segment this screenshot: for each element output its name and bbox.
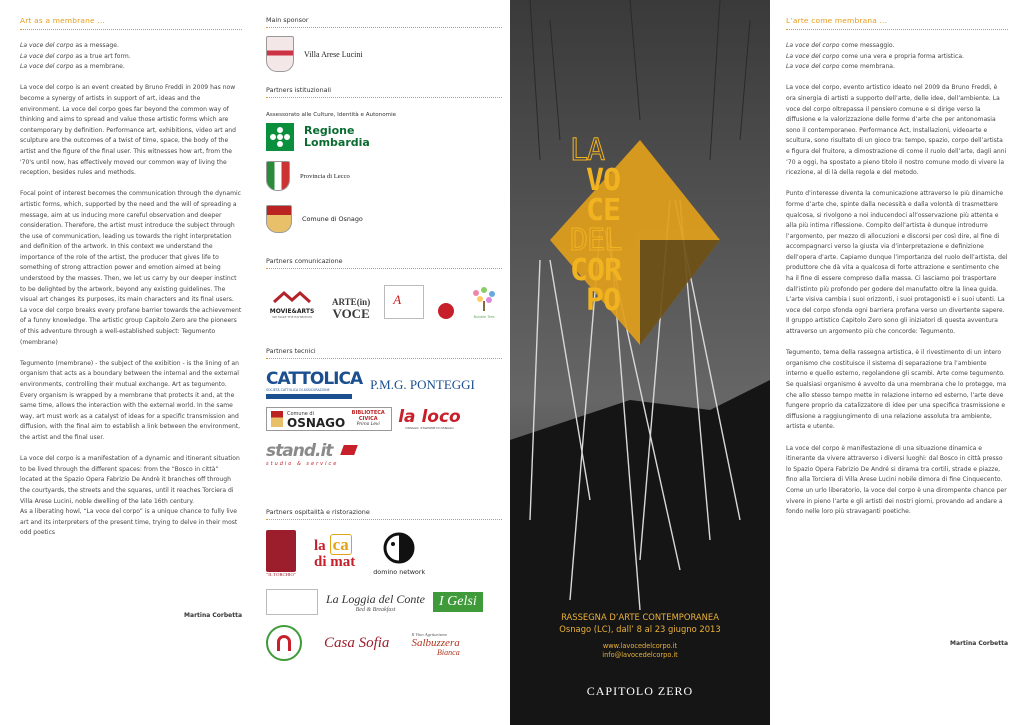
english-body: [20, 41, 242, 539]
regione-label: Regione: [304, 124, 355, 137]
english-paragraph-5: As a liberating howl, “La voce del corpo” is a unique chance to fully live art and its interpreters of the present time, trying to delve in their most odd poetics: [20, 508, 238, 537]
hospitality-partners-section: [266, 508, 502, 661]
loggia-del-conte-logo: La Loggia del Conte Bed & Breakfast: [326, 591, 426, 613]
i-gelsi-logo: I Gelsi: [433, 592, 483, 612]
movie-arts-wave-icon: [272, 290, 312, 304]
lecco-crest-icon: [266, 161, 290, 191]
english-paragraph-4: La voce del corpo is a manifestation of a dynamic and itinerant situation to be lived through the different spaces: from the “Bosco in città” located at the Spazio Opera Fabrizio De Andrè it branches off through the courtyards, the streets and the squares, until it reaches Torciera di Villa Arese Lucini, noble dwelling of the late 16th century.: [20, 455, 240, 505]
italian-text-column: [770, 0, 1024, 725]
italian-paragraph-4: La voce del corpo è manifestazione di una situazione dinamica e itinerante da vivere attraverso i diversi luoghi: dal Bosco in città presso lo Spazio Opera Fabrizio De André si dirama tra cortili, strade e piazze, fino alla Torciera di Villa Arese Lucini nobile dimora di fine Cinquecento.: [786, 444, 1003, 484]
italian-paragraph-1: La voce del corpo, evento artistico ideato nel 2009 da Bruno Freddi, è ora sinergia di artisti a supporto dell’arte, delle idee, dell’ambiente. La voce del corpo oltrepassa il pensiero comune e si dirige verso la diffusione e la valorizzazione delle forme d’arte che per antonomasia sono il contemporaneo. Performance Act, Installazioni, videoarte e scultura, sono risultato di un gioco tra: tempo, spazio, corpo dell’artista e figura del fruitore, a dimostrazione di come il ruolo dell’arte, dagli anni ’70 a oggi, ha spostato a pieno titolo il nostro comune modo di vivere la ricezione, al di là della regola e del metodo.: [786, 84, 1007, 177]
sponsors-column: [256, 0, 510, 725]
italian-section-title: L’arte come membrana ...: [786, 16, 1008, 30]
institutional-partners-title: Partners istituzionali: [266, 86, 502, 98]
institutional-partners-section: [266, 86, 502, 233]
villa-arese-lucini-label: Villa Arese Lucini: [304, 49, 363, 59]
website-link[interactable]: www.lavocedelcorpo.it: [602, 642, 678, 650]
regione-lombardia-logo: [266, 123, 502, 151]
english-paragraph-1: La voce del corpo is an event created by Bruno Freddi in 2009 has now become a synergy of artists in support of art, ideas and the environment. La voce del corpo goes far beyond the common way of thinking and aims to spread and value those artistic forms which are contemporary by definition. Performance art, exhibitions, video art and sculpture are the outcomes of a twist of time, space, the body of the artist and the figure of the final user. This witnesses how art, from the '70's until now, has effectively moved our common way of living the reception, besides rules and methods.: [20, 84, 236, 177]
il-torchio-logo: "IL TORCHIO": [266, 530, 296, 577]
italian-paragraph-3: Tegumento, tema della rassegna artistica, è il rivestimento di un intero organismo che costituisce il sistema di separazione tra l’ambiente interno e quello esterno, regolandone gli scambi. Arte come tegumento. Se qualsiasi organismo è avvolto da una membrana che lo protegge, ma che allo stesso tempo mette in relazione interno ed esterno, l’arte deve fungere proprio da catalizzatore di idee per una specifica trasmissione e diffusione a raggiungimento di una relazione assoluta tra ambiente, artista e utente.: [786, 349, 1007, 431]
english-intro: La voce del corpo as a message. La voce del corpo as a true art form. La voce del corpo as a membrane.: [20, 42, 131, 71]
italian-intro: La voce del corpo come messaggio. La voce del corpo come una vera e propria forma artistica. La voce del corpo come membrana.: [786, 42, 964, 71]
main-sponsor-section: [266, 16, 502, 72]
technical-partners-section: [266, 347, 502, 467]
capitolo-zero-logo: CAPITOLO ZERO: [586, 684, 694, 698]
email-link[interactable]: info@lavocedelcorpo.it: [602, 651, 678, 659]
domino-network-logo: domino network: [373, 532, 425, 576]
provincia-lecco-label: Provincia di Lecco: [300, 172, 350, 180]
hospitality-partners-title: Partners ospitalità e ristorazione: [266, 508, 502, 520]
communication-partners-section: [266, 257, 502, 319]
arte-in-voce-logo: ARTE(in) VOCE: [332, 297, 371, 321]
bubble-tree-icon: [468, 285, 500, 311]
lombardia-rose-icon: [266, 123, 294, 151]
horseshoe-logo: [266, 625, 302, 661]
loggia-del-conte-building-icon: [266, 589, 318, 615]
english-text-column: [0, 0, 256, 725]
bubble-tree-logo: Bubble Tree: [468, 285, 500, 319]
domino-circle-icon: [383, 532, 415, 564]
casa-sofia-logo: Casa Sofia: [324, 634, 390, 651]
pmg-ponteggi-logo: P.M.G. PONTEGGI: [370, 377, 475, 392]
english-section-title: Art as a membrane ...: [20, 16, 242, 30]
english-paragraph-3: Tegumento (membrane) - the subject of the exibition - is the lining of an organism that acts as a boundary between the internal and the external environments, controlling their mutual exchange. Art as tegumento. Every organism is wrapped by a membrane that protects it and, at the same time, allows the interaction with the external world. In the same way, art must work as a catalyst of ideas for a specific transmission and diffusion, with the final aim to establish a link between the environment, the artist and the final user.: [20, 359, 241, 441]
comune-osnago-biblioteca-logo: Comune di OSNAGO BIBLIOTECA CIVICA Primo Levi: [266, 407, 392, 431]
main-sponsor-title: Main sponsor: [266, 16, 502, 28]
cover-links: [510, 642, 770, 660]
provincia-lecco-logo: [266, 161, 502, 191]
italian-signature: Martina Corbetta: [950, 640, 1008, 647]
comune-osnago-label: Comune di Osnago: [302, 215, 363, 223]
stand-it-logo: stand.it studio & service: [266, 441, 502, 467]
cattolica-logo: CATTOLICA SOCIETÀ CATTOLICA DI ASSICURAZIONE: [266, 371, 362, 399]
cover-title: LA VO CE DEL COR PO: [570, 133, 622, 318]
english-paragraph-2: Focal point of interest becomes the communication through the dynamic artistic forms, which, supported by the need and the will of spreading a message, aim at us inducing more careful observation and deeper consideration. Therefore, the artist must introduce the subject through the use of communication, leading us towards the right interpretation and definition of the artwork. In this context we understand the importance of the role of the artist, the producer that gives life to something of strong attraction power and emotion aimed at being understood by the masses. Then, we let us carry by our deeper instinct to be delighted by the artwork, beyond any existing guidelines. The visual art changes its purposes, its main characters and its final users. La voce del corpo breaks every profane barrier towards the achievement of a funny knowledge. The artistic group Capitolo Zero are the pioneers of this adventure through a well-established subject: Tegumento (membrane): [20, 190, 242, 346]
villa-arese-crest-icon: [266, 36, 294, 72]
la-loco-logo: la loco OSNAGO, STAZIONE DI OSNAGO: [398, 407, 461, 430]
italian-paragraph-5: Come un urlo liberatorio, la voce del corpo è una dirompente chance per vivere in pieno l’arte e gli artisti dei nostri giorni, provando ad andare a fondo nelle loro più stravaganti poetiche.: [786, 486, 1007, 516]
art-gallery-logo: A: [384, 285, 424, 319]
communication-partners-title: Partners comunicazione: [266, 257, 502, 269]
osnago-crest-icon: [266, 205, 292, 233]
horseshoe-icon: [277, 635, 291, 651]
technical-partners-title: Partners tecnici: [266, 347, 502, 359]
cover-panel: [510, 0, 770, 725]
english-signature: Martina Corbetta: [184, 612, 242, 619]
italian-paragraph-2: Punto d’interesse diventa la comunicazione attraverso le più dinamiche forme d’arte che, spinte dalla necessità e dalla volontà di trasmettere qualcosa, si rivolgono a noi inducendoci all’osservazione più attenta e alla più intima riflessione. Compito dell’artista è dunque introdurre l’argomento, per mezzo di allocuzioni e discorsi per così dire, al fine di accompagnarci verso la giusta via d’interpretazione e definizione dell’opera d’arte. Capiamo dunque l’importanza del ruolo dell’artista, del produttore che dà vita a qualcosa di forte attrazione e sentimento che ha il fine di essere compreso dalla massa. Ci lasciamo poi trasportare dall’istinto più profondo per godere del manufatto oltre la linea guida. L’arte visiva cambia i suoi orizzonti, i suoi protagonisti e i suoi utenti. La voce del corpo sfonda ogni barriera profana verso un divertente sapere. Il gruppo artistico Capitolo Zero sono gli iniziatori di questa avventura attraverso un argomento più che concorde: Tegumento.: [786, 190, 1008, 336]
movie-arts-logo: MOVIE&ARTS WE MAKE THE EXHIBITION: [266, 289, 318, 319]
stand-it-flag-icon: [341, 445, 359, 455]
osnago-small-crest-icon: [271, 411, 283, 427]
cover-caption: RASSEGNA D’ARTE CONTEMPORANEA Osnago (LC), dall’ 8 al 23 giugno 2013: [559, 612, 721, 634]
la-ca-di-mat-logo: la ca di mat: [314, 535, 356, 570]
torchio-emblem-icon: [266, 530, 296, 572]
assessorato-caption: Assessorato alle Culture, Identità e Autonomie: [266, 112, 397, 118]
comune-osnago-logo: [266, 205, 502, 233]
red-rose-icon: [438, 303, 454, 319]
salbuzzera-bianca-logo: Il Vino Agriturismo Salbuzzera Bianca: [411, 631, 460, 657]
lombardia-label: Lombardia: [304, 136, 370, 149]
italian-body: [786, 41, 1008, 518]
